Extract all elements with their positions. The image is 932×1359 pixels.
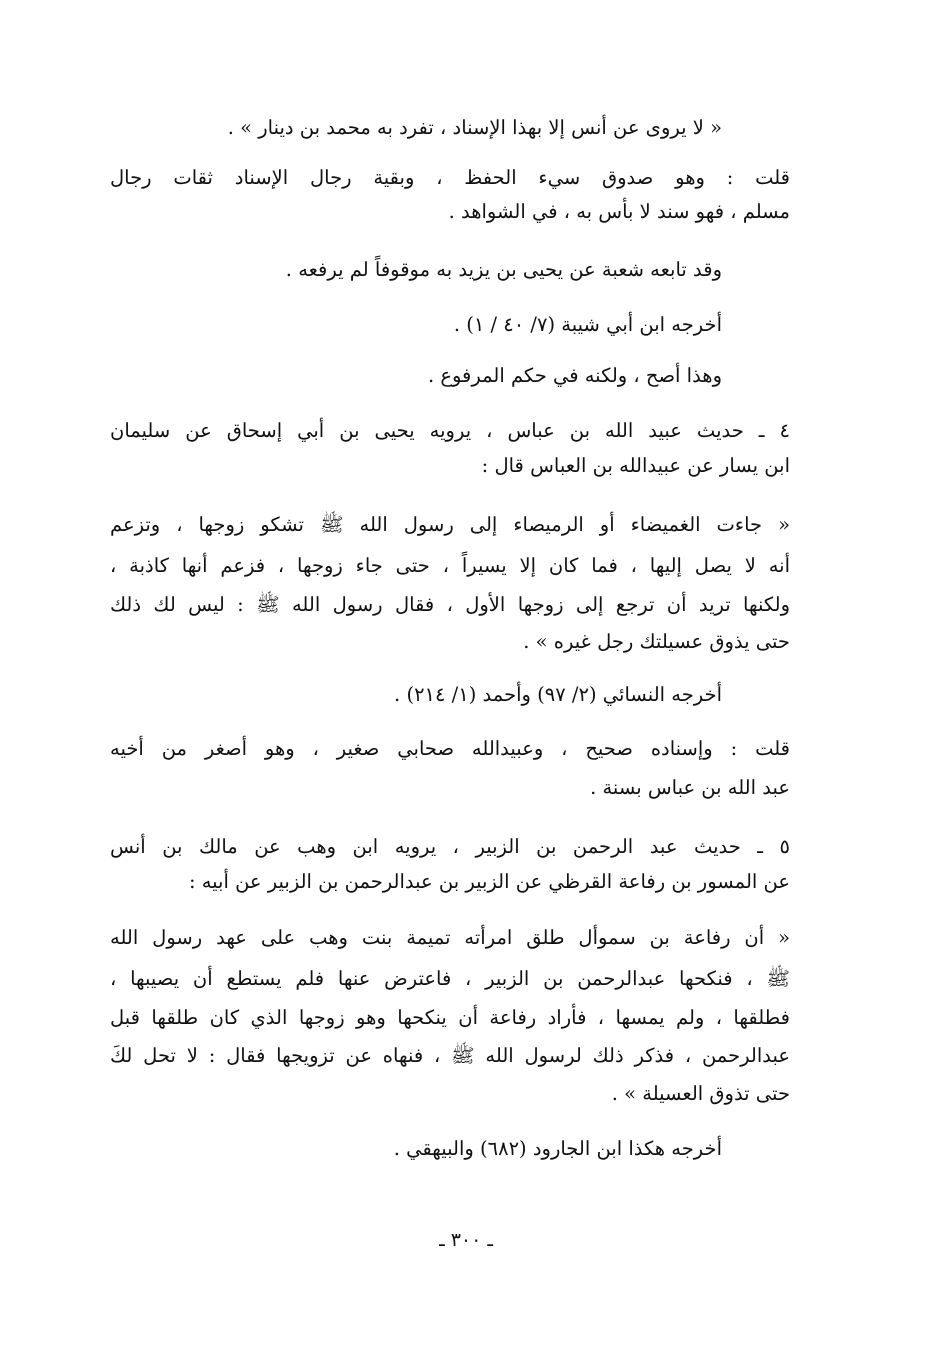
- text-line: ٥ ـ حديث عبد الرحمن بن الزبير ، يرويه ابن وهب عن مالك بن أنس: [110, 835, 790, 858]
- text-line: عبد الله بن عباس بسنة .: [590, 776, 790, 799]
- text-line: « جاءت الغميضاء أو الرميصاء إلى رسول الله ﷺ تشكو زوجها ، وتزعم: [110, 513, 790, 536]
- text-line: ٤ ـ حديث عبيد الله بن عباس ، يرويه يحيى بن أبي إسحاق عن سليمان: [110, 419, 790, 442]
- text-line: قلت : وهو صدوق سيء الحفظ ، وبقية رجال الإسناد ثقات رجال: [110, 166, 790, 189]
- text-line: قلت : وإسناده صحيح ، وعبيدالله صحابي صغير ، وهو أصغر من أخيه: [110, 737, 790, 760]
- text-line: أنه لا يصل إليها ، فما كان إلا يسيراً ، حتى جاء زوجها ، فزعم أنها كاذبة ،: [110, 554, 790, 577]
- text-line: حتى تذوق العسيلة » .: [611, 1082, 790, 1105]
- text-line: عن المسور بن رفاعة القرظي عن الزبير بن عبدالرحمن بن الزبير عن أبيه :: [188, 870, 790, 893]
- text-line: ولكنها تريد أن ترجع إلى زوجها الأول ، فقال رسول الله ﷺ : ليس لك ذلك: [110, 593, 790, 616]
- text-line: أخرجه ابن أبي شيبة (٧/ ٤٠ / ١) .: [453, 313, 722, 336]
- text-line: فطلقها ، ولم يمسها ، فأراد رفاعة أن ينكحها وهو زوجها الذي كان طلقها قبل: [110, 1006, 790, 1029]
- page-number: ـ ٣٠٠ ـ: [439, 1229, 493, 1251]
- text-line: وهذا أصح ، ولكنه في حكم المرفوع .: [427, 364, 722, 387]
- text-line: وقد تابعه شعبة عن يحيى بن يزيد به موقوفاً لم يرفعه .: [285, 258, 722, 281]
- text-line: ﷺ ، فنكحها عبدالرحمن بن الزبير ، فاعترض عنها فلم يستطع أن يصيبها ،: [110, 967, 790, 990]
- text-line: مسلم ، فهو سند لا بأس به ، في الشواهد .: [448, 200, 790, 223]
- text-line: أخرجه هكذا ابن الجارود (٦٨٢) والبيهقي .: [393, 1137, 722, 1160]
- text-line: ابن يسار عن عبيدالله بن العباس قال :: [481, 454, 790, 477]
- text-line: « لا يروى عن أنس إلا بهذا الإسناد ، تفرد به محمد بن دينار » .: [227, 116, 722, 139]
- text-line: عبدالرحمن ، فذكر ذلك لرسول الله ﷺ ، فنهاه عن تزويجها فقال : لا تحل لكَ: [110, 1044, 790, 1067]
- text-line: « أن رفاعة بن سموأل طلق امرأته تميمة بنت وهب على عهد رسول الله: [110, 926, 790, 949]
- text-line: أخرجه النسائي (٢/ ٩٧) وأحمد (١/ ٢١٤) .: [394, 683, 722, 706]
- text-line: حتى يذوق عسيلتك رجل غيره » .: [523, 630, 790, 653]
